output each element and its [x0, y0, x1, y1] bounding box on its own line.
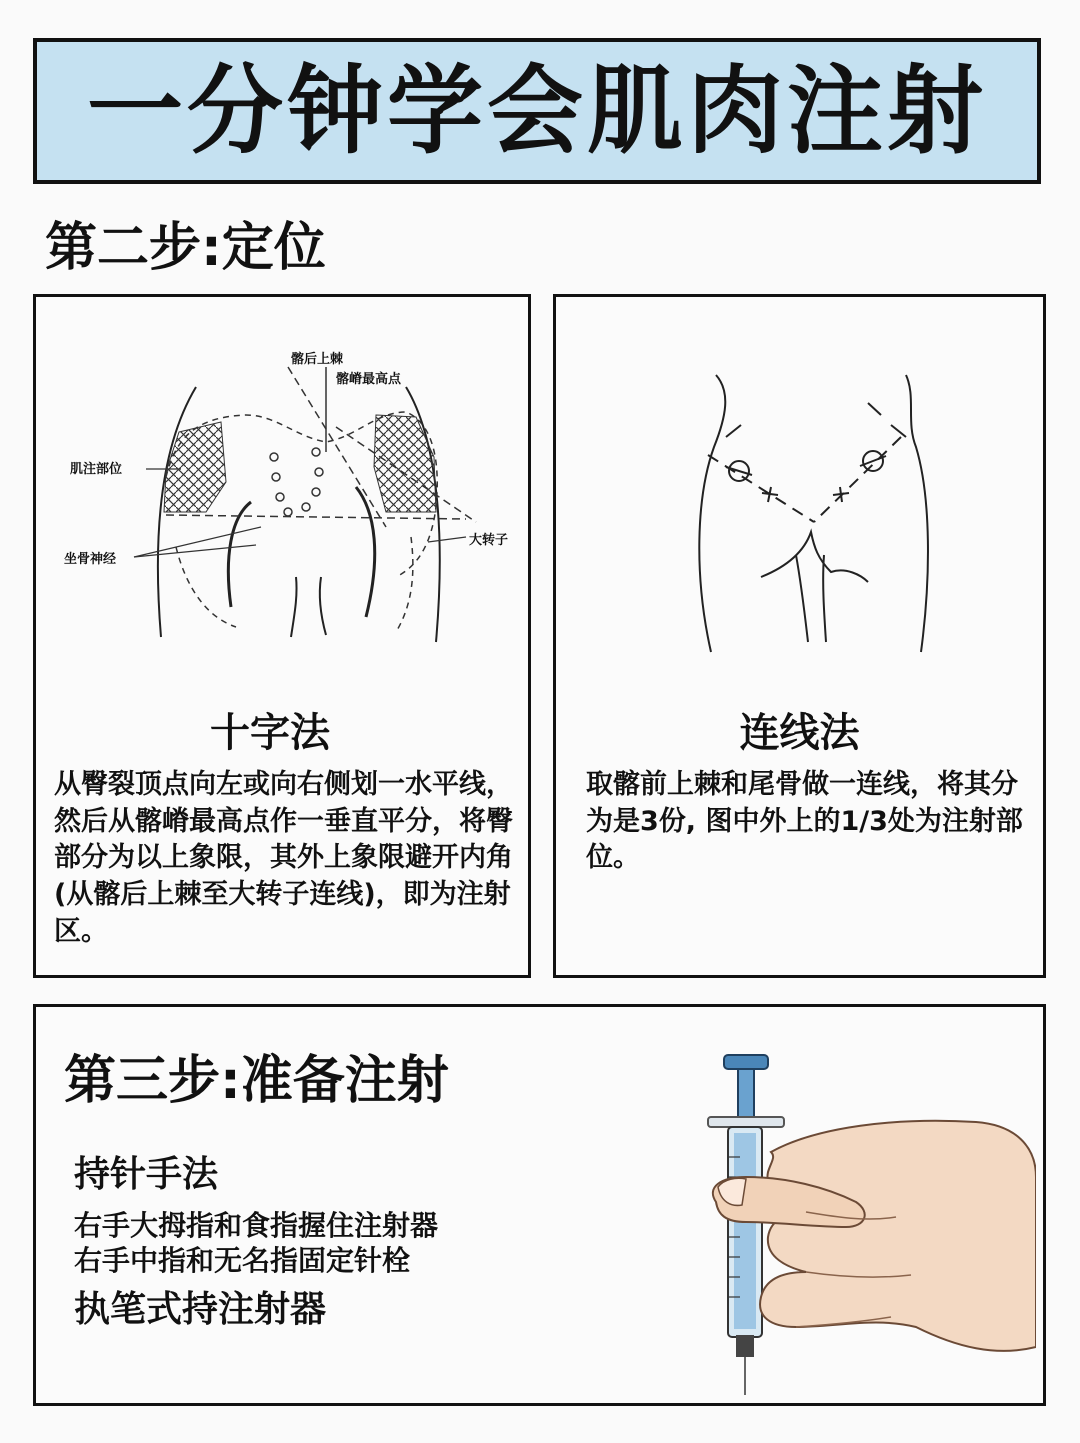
- label-injection-site: 肌注部位: [70, 462, 123, 477]
- line-method-panel: [553, 294, 1046, 978]
- line-method-description: 取髂前上棘和尾骨做一连线，将其分为是3份, 图中外上的1/3处为注射部位。: [586, 769, 1023, 874]
- buttock-cross-diagram: [36, 297, 528, 697]
- grip-line-1: 右手大拇指和食指握住注射器: [74, 1209, 439, 1242]
- cross-method-title: 十字法: [210, 710, 330, 756]
- label-sciatic: 坐骨神经: [64, 552, 117, 567]
- grip-line-2: 右手中指和无名指固定针栓: [74, 1244, 411, 1277]
- prepare-injection-panel: [33, 1004, 1046, 1406]
- label-crest-highest: 髂嵴最高点: [336, 372, 402, 387]
- step3-heading: 第三步:准备注射: [64, 1051, 449, 1111]
- cross-method-description: 从臀裂顶点向左或向右侧划一水平线，然后从髂嵴最高点作一垂直平分，将臀部分为以上象限，其外上象限避开内角(从髂后上棘至大转子连线)，即为注射区。: [54, 769, 513, 947]
- cross-method-panel: [33, 294, 531, 978]
- title-banner: [33, 38, 1041, 184]
- line-method-title: 连线法: [739, 710, 860, 756]
- pen-grip-text: 执笔式持注射器: [74, 1289, 327, 1330]
- label-posterior-spine: 髂后上棘: [291, 352, 344, 367]
- page-title: 一分钟学会肌肉注射: [87, 55, 987, 167]
- grip-title: 持针手法: [74, 1154, 219, 1195]
- step2-heading: 第二步:定位: [45, 218, 326, 278]
- label-trochanter: 大转子: [469, 533, 509, 548]
- syringe-hand-illustration: [676, 1027, 1036, 1397]
- line-method-diagram: [556, 297, 1043, 697]
